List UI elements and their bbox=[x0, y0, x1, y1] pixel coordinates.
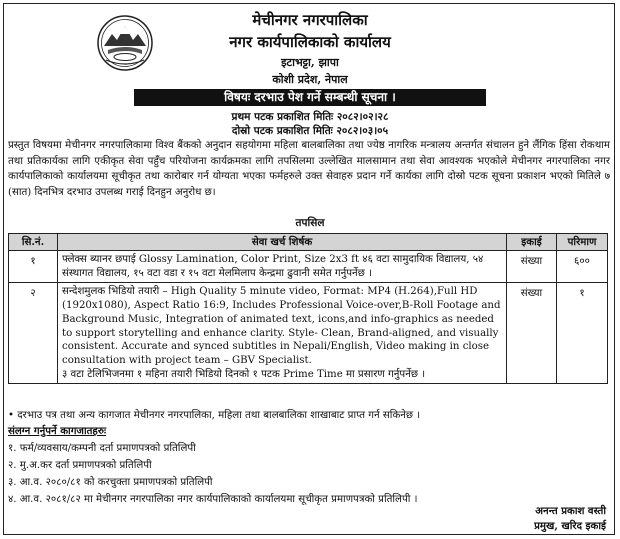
municipality-name: मेचीनगर नगरपालिका bbox=[252, 11, 368, 29]
province-name: कोशी प्रदेश, नेपाल bbox=[272, 73, 348, 86]
table-row bbox=[9, 251, 608, 283]
signatory-designation: प्रमुख, खरिद इकाई bbox=[534, 520, 606, 532]
first-publication-date: प्रथम पटक प्रकाशित मितिः २०८२।०२।२८ bbox=[231, 111, 389, 123]
row-quantity: ६०० bbox=[557, 251, 608, 283]
header-quantity: परिमाण bbox=[557, 234, 608, 251]
row-description-extra: ३ वटा टेलिभिजनमा १ महिना तयारी भिडियो दिनको १ पटक Prime Time मा प्रसारण गर्नुपर्नेछ । bbox=[62, 368, 426, 380]
subject-banner: विषयः दरभाउ पेश गर्ने सम्बन्धी सूचना । bbox=[134, 89, 486, 106]
row-quantity: १ bbox=[557, 283, 608, 384]
header-serial-number: सि.नं. bbox=[9, 234, 58, 251]
row-description-main: सन्देशमुलक भिडियो तयारी – High Quality 5 minute video, Format: MP4 (H.264),Full HD (1920x1080), Aspect Ratio 16:9, Includes Professional Voice-over,B-Roll Footage and Background Music, Integration of animated text, icons,and info-graphics as needed to support storytelling and enhance clarity. Style- Clean, Brand-aligned, and visually consistent. Accurate and synced subtitles in Nepali/English, Video making in close consultation with project team – GBV Specialist. bbox=[62, 286, 501, 366]
header-service-title: सेवा खर्च शिर्षक bbox=[58, 234, 507, 251]
intro-paragraph: प्रस्तुत विषयमा मेचीनगर नगरपालिकामा विश्व बैंकको अनुदान सहयोगमा महिला बालबालिका तथा ज्येष्ठ नागरिक मन्त्रालय अन्तर्गत संचालन हुने लैंगिक हिंसा रोकथाम तथा प्रतिकार्यका लागि एकीकृत सेवा पहुँच परियोजना कार्यक्रमका लागि तपसिलमा उल्लेखित मालसामान तथा सेवा आवश्यक भएकोले मेचीनगर नगरपालिका नगर कार्यपालिकाको कार्यालयमा सूचीकृत तथा कारोबार गर्न योग्यता भएका फर्महरुले उक्त सेवाहरु प्रदान गर्ने कार्यका लागि दोस्रो पटक सूचना प्रकाशन भएको मितिले ७ (सात) दिनभित्र दरभाउ उपलब्ध गराई दिनहुन अनुरोध छ। bbox=[8, 140, 610, 198]
row-description bbox=[58, 283, 507, 384]
table-row bbox=[9, 283, 608, 384]
row-serial-number: १ bbox=[9, 251, 58, 283]
document-availability-note: • दरभाउ पत्र तथा अन्य कागजात मेचीनगर नगरपालिका, महिला तथा बालबालिका शाखाबाट प्राप्त गर्न सकिनेछ । bbox=[8, 410, 421, 421]
service-table bbox=[8, 233, 608, 384]
second-publication-date: दोस्रो पटक प्रकाशित मितिः २०८२।०३।०५ bbox=[231, 125, 389, 137]
attachment-item: १. फर्म/व्यवसाय/कम्पनी दर्ता प्रमाणपत्रको प्रतिलिपी bbox=[8, 443, 196, 454]
row-description: फ्लेक्स ब्यानर छपाई Glossy Lamination, Color Print, Size 2x3 ft ४६ वटा सामुदायिक विद्यालय, ५४ संस्थागत विद्यालय, १५ वटा वडा र १५ वटा मेलमिलाप केन्द्रमा ढुवानी समेत गर्नुपर्नेछ । bbox=[58, 251, 507, 283]
office-location: इटाभट्टा, झापा bbox=[281, 56, 339, 69]
schedule-title: तपसिल bbox=[295, 217, 325, 229]
signatory-name: अनन्त प्रकाश वस्ती bbox=[535, 505, 606, 517]
table-header-row bbox=[9, 234, 608, 251]
attachment-item: ३. आ.व. २०८०/८१ को करचुक्ता प्रमाणपत्रको प्रतिलिपी bbox=[8, 477, 213, 488]
office-name: नगर कार्यपालिकाको कार्यालय bbox=[229, 33, 391, 51]
row-unit: संख्या bbox=[507, 251, 557, 283]
attachments-title: संलग्न गर्नुपर्ने कागजातहरुः bbox=[8, 425, 106, 437]
row-serial-number: २ bbox=[9, 283, 58, 384]
attachment-item: ४. आ.व. २०८१/८२ मा मेचीनगर नगरपालिका नगर कार्यपालिकाको कार्यालयमा सूचीकृत प्रमाणपत्रको प्रतिलिपी । bbox=[8, 494, 418, 505]
attachment-item: २. मु.अ.कर दर्ता प्रमाणपत्रको प्रतिलिपी bbox=[8, 460, 152, 471]
row-unit: संख्या bbox=[507, 283, 557, 384]
header-unit: इकाई bbox=[507, 234, 557, 251]
